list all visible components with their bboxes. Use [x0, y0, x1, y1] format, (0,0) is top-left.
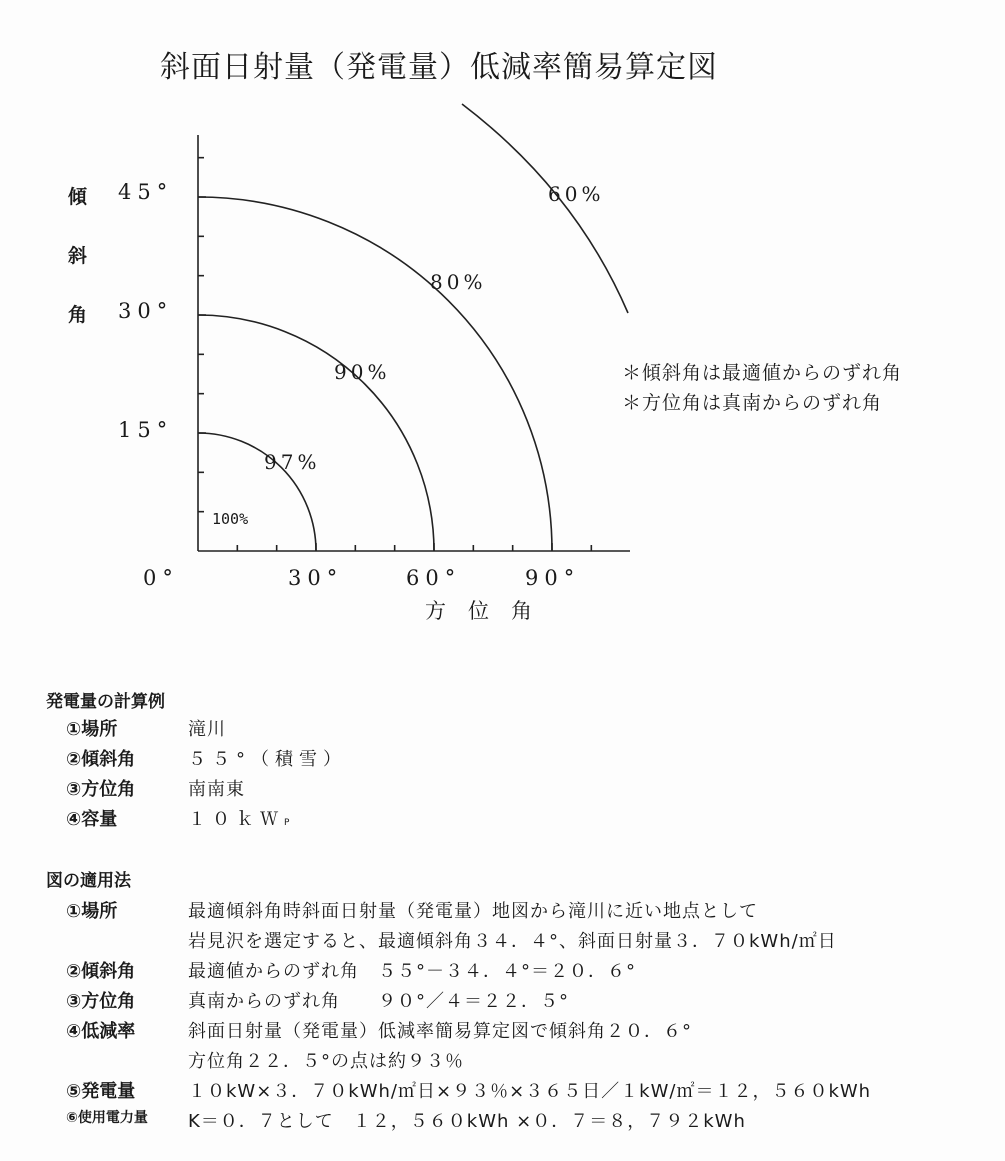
- y-tick-30: 30°: [118, 299, 174, 323]
- example-label-place: ①場所: [66, 719, 118, 740]
- curve-label-100: 100%: [212, 510, 249, 528]
- x-tick-30: 30°: [288, 566, 344, 590]
- method-line-azimuth: 真南からのずれ角 ９０°／４＝２２．５°: [188, 991, 569, 1012]
- y-label-char-2: 斜: [68, 245, 88, 267]
- capacity-subscript: P: [284, 818, 290, 828]
- method-line-generation: １０kW×３．７０kWh/㎡日×９３％×３６５日／１kW/㎡＝１２，５６０kWh: [188, 1081, 872, 1102]
- chart-curves: [198, 104, 628, 551]
- example-value-azimuth: 南南東: [188, 779, 245, 800]
- y-tick-15: 15°: [118, 418, 174, 442]
- curve-label-97: 97%: [264, 450, 321, 474]
- y-tick-45: 45°: [118, 180, 174, 204]
- curve-label-90: 90%: [334, 360, 391, 384]
- curve-label-80: 80%: [430, 270, 487, 294]
- method-label-generation: ⑤発電量: [66, 1081, 136, 1102]
- example-heading: 発電量の計算例: [46, 692, 165, 712]
- method-line-place-2: 岩見沢を選定すると、最適傾斜角３４．４°、斜面日射量３．７０kWh/㎡日: [188, 931, 837, 952]
- example-label-azimuth: ③方位角: [66, 779, 136, 800]
- method-line-usage: K＝０．７として １２，５６０kWh ×０．７＝８，７９２kWh: [188, 1111, 746, 1132]
- note-azimuth: ＊方位角は真南からのずれ角: [622, 392, 883, 414]
- curve-60: [462, 104, 628, 313]
- example-label-tilt: ②傾斜角: [66, 749, 136, 770]
- example-label-capacity: ④容量: [66, 809, 118, 830]
- method-line-reduction-2: 方位角２２．５°の点は約９３％: [188, 1051, 464, 1072]
- example-value-tilt: ５５°（積雪）: [188, 749, 347, 770]
- method-label-usage: ⑥使用電力量: [66, 1110, 148, 1126]
- x-axis-label: 方位角: [425, 599, 554, 623]
- method-label-tilt: ②傾斜角: [66, 961, 136, 982]
- method-label-reduction: ④低減率: [66, 1021, 136, 1042]
- note-tilt: ＊傾斜角は最適値からのずれ角: [622, 362, 903, 384]
- curve-label-60: 60%: [548, 182, 605, 206]
- page-title: 斜面日射量（発電量）低減率簡易算定図: [160, 50, 718, 85]
- method-line-tilt: 最適値からのずれ角 ５５°－３４．４°＝２０．６°: [188, 961, 636, 982]
- x-tick-90: 90°: [525, 566, 581, 590]
- x-tick-60: 60°: [406, 566, 462, 590]
- method-line-place-1: 最適傾斜角時斜面日射量（発電量）地図から滝川に近い地点として: [188, 901, 758, 922]
- y-label-char-1: 傾: [68, 186, 88, 208]
- example-value-place: 滝川: [188, 719, 226, 740]
- x-tick-0: 0°: [143, 566, 179, 590]
- method-line-reduction-1: 斜面日射量（発電量）低減率簡易算定図で傾斜角２０．６°: [188, 1021, 692, 1042]
- method-heading: 図の適用法: [46, 871, 131, 891]
- method-label-place: ①場所: [66, 901, 118, 922]
- example-value-capacity: １０ｋＷP: [188, 809, 290, 830]
- y-label-char-3: 角: [68, 304, 88, 326]
- method-label-azimuth: ③方位角: [66, 991, 136, 1012]
